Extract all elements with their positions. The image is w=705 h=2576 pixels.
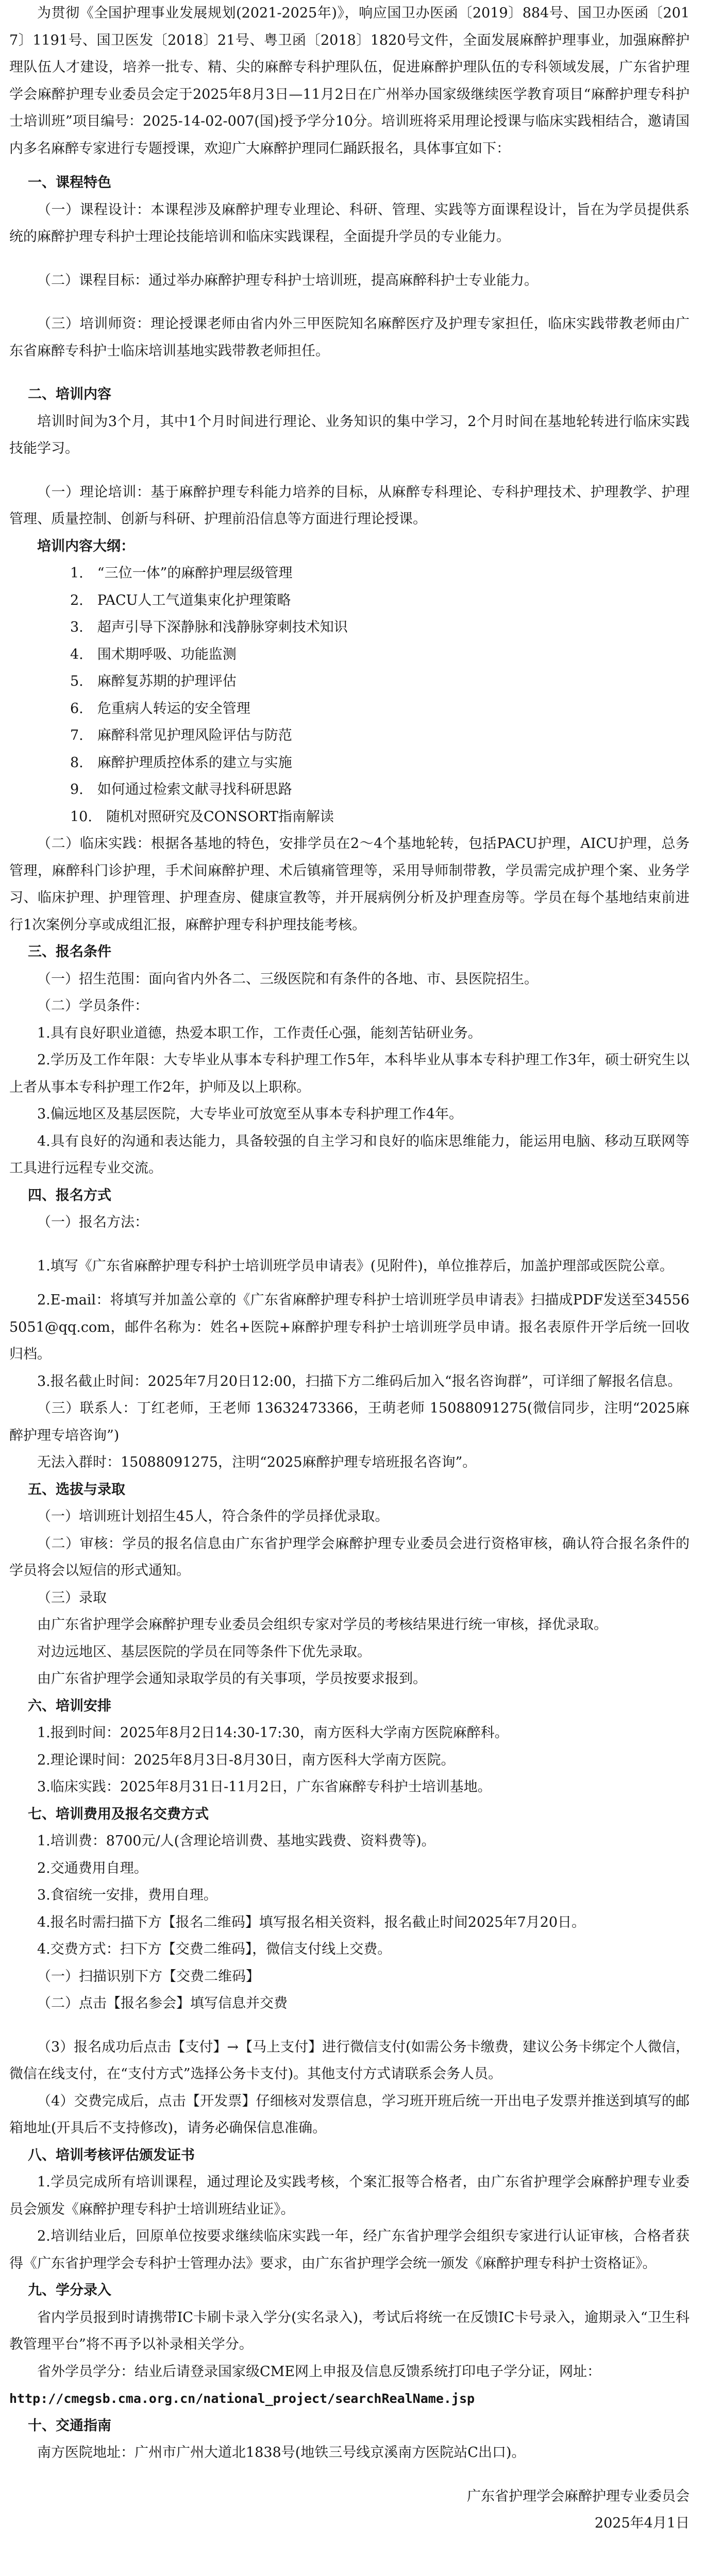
outline-item: 5. 麻醉复苏期的护理评估 [70,673,237,689]
course-goal-paragraph: （二）课程目标：通过举办麻醉护理专科护士培训班，提高麻醉科护士专业能力。 [37,272,538,289]
registration-method-heading: （一）报名方法： [37,1214,148,1230]
training-duration-paragraph: 培训时间为3个月，其中1个月时间进行理论、业务知识的集中学习，2个月时间在基地轮转进行临床实践技能学习。 [9,413,690,456]
trainee-conditions-heading: （二）学员条件： [37,998,148,1014]
outline-list [9,560,690,831]
outline-item: 10. 随机对照研究及CONSORT指南解读 [70,808,334,825]
section-5-heading: 五、选拔与录取 [28,1481,125,1498]
section-7-heading: 七、培训费用及报名交费方式 [28,1806,209,1822]
hospital-address: 南方医院地址：广州市广州大道北1838号(地铁三号线京溪南方医院站C出口)。 [37,2445,526,2461]
faculty-paragraph: （三）培训师资：理论授课老师由省内外三甲医院知名麻醉医疗及护理专家担任，临床实践带教老师由广东省麻醉专科护士临床培训基地实践带教老师担任。 [9,316,690,359]
contact-person: （三）联系人：丁红老师，王老师 13632473366，王萌老师 15088091275(微信同步，注明“2025麻醉护理专培咨询”) [9,1400,690,1444]
credit-in-province: 省内学员报到时请携带IC卡刷卡录入学分(实名录入)，考试后将统一在反馈IC卡号录入，逾期录入“卫生科教管理平台”将不再予以补录相关学分。 [9,2309,690,2352]
credit-out-province: 省外学员学分：结业后请登录国家级CME网上申报及信息反馈系统打印电子学分证，网址： [37,2363,601,2380]
admission-review: 由广东省护理学会麻醉护理专业委员会组织专家对学员的考核结果进行统一审核，择优录取。 [37,1617,608,1633]
admission-heading: （三）录取 [37,1589,107,1606]
fee-transport: 2.交通费用自理。 [37,1860,148,1876]
fee-amount: 1.培训费：8700元/人(含理论培训费、基地实践费、资料费等)。 [37,1833,435,1849]
condition-3: 3.偏远地区及基层医院，大专毕业可放宽至从事本专科护理工作4年。 [37,1106,463,1122]
outline-heading: 培训内容大纲： [37,538,135,554]
payment-step-1: （一）扫描识别下方【交费二维码】 [37,1968,260,1985]
condition-4: 4.具有良好的沟通和表达能力，具备较强的自主学习和良好的临床思维能力，能运用电脑、移动互联网等工具进行远程专业交流。 [9,1133,690,1176]
payment-step-4: （4）交费完成后，点击【开发票】仔细核对发票信息，学习班开班后统一开出电子发票并推送到填写的邮箱地址(开具后不支持修改)，请务必确保信息准确。 [9,2093,690,2136]
cme-link[interactable]: http://cmegsb.cma.org.cn/national_project/searchRealName.jsp [9,2391,475,2406]
section-3-heading: 三、报名条件 [28,944,111,960]
enrollment-scope-paragraph: （一）招生范围：面向省内外各二、三级医院和有条件的各地、市、县医院招生。 [37,971,538,987]
outline-item: 9. 如何通过检索文献寻找科研思路 [70,782,292,798]
signature-date: 2025年4月1日 [594,2515,690,2531]
payment-method: 4.交费方式：扫下方【交费二维码】，微信支付线上交费。 [37,1941,392,1957]
outline-item: 6. 危重病人转运的安全管理 [70,700,250,717]
fee-registration: 4.报名时需扫描下方【报名二维码】填写报名相关资料，报名截止时间2025年7月20日。 [37,1914,586,1930]
signature-organization: 广东省护理学会麻醉护理专业委员会 [467,2488,690,2504]
intro-paragraph: 为贯彻《全国护理事业发展规划(2021-2025年)》，响应国卫办医函〔2019〕884号、国卫办医函〔2017〕1191号、国卫医发〔2018〕21号、粤卫函〔2018〕1820号文件，全面发展麻醉护理事业，加强麻醉护理队伍人才建设，培养一批专、精、尖的麻醉专科护理队伍，促进麻醉护理队伍的专科领域发展，广东省护理学会麻醉护理专业委员会定于2025年8月3日—11月2日在广州举办国家级继续医学教育项目“麻醉护理专科护士培训班”项目编号：2025-14-02-007(国)授予学分10分。培训班将采用理论授课与临床实践相结合，邀请国内多名麻醉专家进行专题授课，欢迎广大麻醉护理同仁踊跃报名，具体事宜如下： [9,5,690,157]
clinical-practice-paragraph: （二）临床实践：根据各基地的特色，安排学员在2～4个基地轮转，包括PACU护理，AICU护理，总务管理，麻醉科门诊护理，手术间麻醉护理、术后镇痛管理等，采用导师制带教，学员需完成护理个案、业务学习、临床护理、护理管理、护理查房、健康宣教等，并开展病例分析及护理查房等。学员在每个基地结束前进行1次案例分享或成组汇报，麻醉护理专科护理技能考核。 [9,836,690,933]
outline-item: 8. 麻醉护理质控体系的建立与实施 [70,754,292,771]
registration-step-1: 1.填写《广东省麻醉护理专科护士培训班学员申请表》(见附件)，单位推荐后，加盖护理部或医院公章。 [37,1258,674,1274]
section-4-heading: 四、报名方式 [28,1187,111,1204]
schedule-checkin: 1.报到时间：2025年8月2日14:30-17:30，南方医科大学南方医院麻醉科。 [37,1725,509,1741]
section-9-heading: 九、学分录入 [28,2282,111,2298]
schedule-theory: 2.理论课时间：2025年8月3日-8月30日，南方医科大学南方医院。 [37,1752,455,1768]
condition-1: 1.具有良好职业道德，热爱本职工作，工作责任心强，能刻苦钻研业务。 [37,1025,482,1041]
schedule-clinical: 3.临床实践：2025年8月31日-11月2日，广东省麻醉专科护士培训基地。 [37,1779,492,1795]
section-8-heading: 八、培训考核评估颁发证书 [28,2147,195,2163]
outline-item: 1. “三位一体”的麻醉护理层级管理 [70,565,293,581]
contact-fallback: 无法入群时：15088091275，注明“2025麻醉护理专培班报名咨询”。 [37,1454,477,1470]
certificate-completion: 1.学员完成所有培训课程，通过理论及实践考核，个案汇报等合格者，由广东省护理学会麻醉护理专业委员会颁发《麻醉护理专科护士培训班结业证》。 [9,2174,690,2217]
selection-quota: （一）培训班计划招生45人，符合条件的学员择优录取。 [37,1509,389,1524]
course-design-paragraph: （一）课程设计：本课程涉及麻醉护理专业理论、科研、管理、实践等方面课程设计，旨在为学员提供系统的麻醉护理专科护士理论技能培训和临床实践课程，全面提升学员的专业能力。 [9,201,690,245]
section-10-heading: 十、交通指南 [28,2417,111,2434]
registration-deadline: 3.报名截止时间：2025年7月20日12:00，扫描下方二维码后加入“报名咨询群”，可详细了解报名信息。 [37,1373,682,1389]
admission-priority: 对边远地区、基层医院的学员在同等条件下优先录取。 [37,1643,371,1660]
section-6-heading: 六、培训安排 [28,1698,111,1714]
outline-item: 4. 围术期呼吸、功能监测 [70,646,237,663]
section-2-heading: 二、培训内容 [28,386,111,402]
theory-training-paragraph: （一）理论培训：基于麻醉护理专科能力培养的目标，从麻醉专科理论、专科护理技术、护理教学、护理管理、质量控制、创新与科研、护理前沿信息等方面进行理论授课。 [9,484,690,527]
outline-item: 2. PACU人工气道集束化护理策略 [70,592,291,608]
registration-step-2: 2.E-mail：将填写并加盖公章的《广东省麻醉护理专科护士培训班学员申请表》扫描成PDF发送至345565051@qq.com，邮件名称为：姓名+医院+麻醉护理专科护士培训班学员申请。报名表原件开学后统一回收归档。 [9,1292,690,1362]
selection-review: （二）审核：学员的报名信息由广东省护理学会麻醉护理专业委员会进行资格审核，确认符合报名条件的学员将会以短信的形式通知。 [9,1535,690,1579]
outline-item: 7. 麻醉科常见护理风险评估与防范 [70,727,292,743]
condition-2: 2.学历及工作年限：大专毕业从事本专科护理工作5年，本科毕业从事本专科护理工作3年，硕士研究生以上者从事本专科护理工作2年，护师及以上职称。 [9,1052,690,1095]
outline-item: 3. 超声引导下深静脉和浅静脉穿刺技术知识 [70,619,348,635]
admission-notice: 由广东省护理学会通知录取学员的有关事项，学员按要求报到。 [37,1671,427,1687]
payment-step-2: （二）点击【报名参会】填写信息并交费 [37,1995,288,2011]
payment-step-3: （3）报名成功后点击【支付】→【马上支付】进行微信支付(如需公务卡缴费，建议公务卡绑定个人微信，微信在线支付，在“支付方式”选择公务卡支付)。其他支付方式请联系会务人员。 [9,2039,690,2082]
certificate-qualification: 2.培训结业后，回原单位按要求继续临床实践一年，经广东省护理学会组织专家进行认证审核，合格者获得《广东省护理学会专科护士管理办法》要求，由广东省护理学会统一颁发《麻醉护理专科护士资格证》。 [9,2228,690,2272]
fee-lodging: 3.食宿统一安排，费用自理。 [37,1887,217,1903]
section-1-heading: 一、课程特色 [28,175,111,191]
notice-document [9,0,690,2576]
